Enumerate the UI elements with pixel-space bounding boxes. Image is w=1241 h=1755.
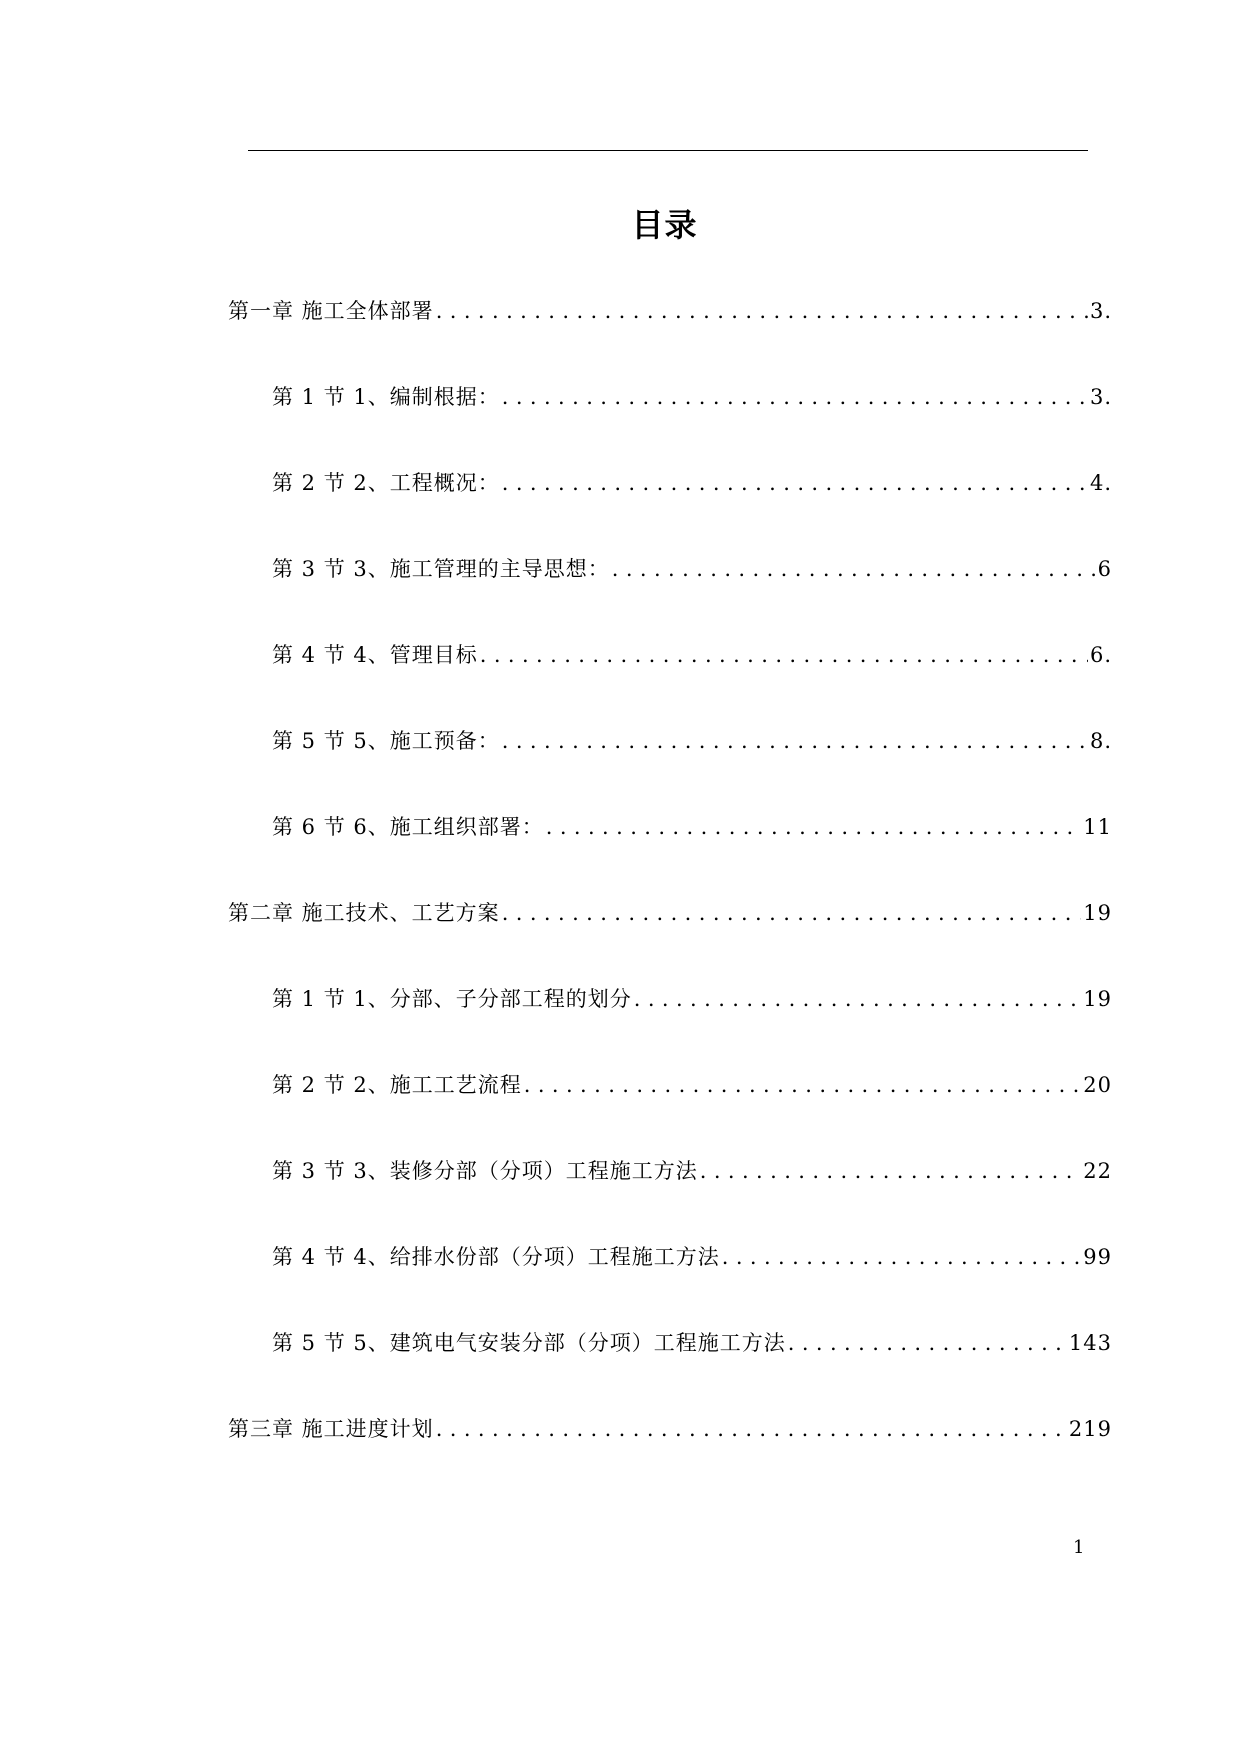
toc-entry-label: 第 6 节 6、施工组织部署： [272, 815, 544, 839]
toc-entry-page: 3. [1089, 385, 1112, 409]
toc-entry-section-1-5[interactable] [272, 725, 1112, 755]
toc-entry-page: 219 [1068, 1417, 1112, 1441]
toc-entry-page: 143 [1068, 1331, 1112, 1355]
toc-leader-dots [612, 557, 1096, 581]
toc-entry-label: 第三章 施工进度计划 [228, 1417, 434, 1441]
toc-leader-dots [546, 815, 1082, 839]
toc-entry-label: 第二章 施工技术、工艺方案 [228, 901, 500, 925]
toc-leader-dots [502, 729, 1088, 753]
toc-entry-label: 第 5 节 5、建筑电气安装分部（分项）工程施工方法 [272, 1331, 786, 1355]
toc-entry-page: 22 [1083, 1159, 1112, 1183]
toc-entry-section-2-4[interactable] [272, 1241, 1112, 1271]
toc-entry-label: 第 1 节 1、编制根据： [272, 385, 500, 409]
toc-entry-chapter-2[interactable] [228, 897, 1112, 927]
toc-entry-section-2-3[interactable] [272, 1155, 1112, 1185]
toc-entry-section-1-1[interactable] [272, 381, 1112, 411]
toc-leader-dots [480, 643, 1088, 667]
toc-entry-label: 第 1 节 1、分部、子分部工程的划分 [272, 987, 632, 1011]
toc-leader-dots [502, 471, 1088, 495]
toc-leader-dots [436, 1417, 1067, 1441]
toc-entry-label: 第 4 节 4、给排水份部（分项）工程施工方法 [272, 1245, 720, 1269]
toc-entry-page: 19 [1083, 987, 1112, 1011]
toc-entry-page: 3. [1089, 299, 1112, 323]
toc-entry-label: 第 3 节 3、施工管理的主导思想： [272, 557, 610, 581]
page-number: 1 [1073, 1537, 1085, 1558]
toc-entry-page: 20 [1083, 1073, 1112, 1097]
toc-entry-section-1-2[interactable] [272, 467, 1112, 497]
toc-entry-label: 第 2 节 2、施工工艺流程 [272, 1073, 522, 1097]
toc-entry-label: 第 3 节 3、装修分部（分项）工程施工方法 [272, 1159, 698, 1183]
toc-leader-dots [436, 299, 1088, 323]
toc-entry-section-1-4[interactable] [272, 639, 1112, 669]
toc-entry-label: 第 2 节 2、工程概况： [272, 471, 500, 495]
header-rule [248, 150, 1088, 151]
toc-entry-section-2-5[interactable] [272, 1327, 1112, 1357]
toc-title: 目录 [631, 206, 698, 244]
toc-leader-dots [634, 987, 1082, 1011]
toc-entry-page: 11 [1083, 815, 1112, 839]
toc-entry-page: 99 [1083, 1245, 1112, 1269]
toc-entry-label: 第一章 施工全体部署 [228, 299, 434, 323]
toc-entry-section-2-1[interactable] [272, 983, 1112, 1013]
toc-entry-page: 6 [1097, 557, 1112, 581]
toc-leader-dots [524, 1073, 1082, 1097]
toc-entry-page: 19 [1083, 901, 1112, 925]
toc-entry-section-1-3[interactable] [272, 553, 1112, 583]
toc-leader-dots [700, 1159, 1082, 1183]
toc-entry-page: 8. [1089, 729, 1112, 753]
toc-entry-label: 第 4 节 4、管理目标 [272, 643, 478, 667]
toc-entry-chapter-1[interactable] [228, 295, 1112, 325]
toc-entry-section-2-2[interactable] [272, 1069, 1112, 1099]
toc-entry-chapter-3[interactable] [228, 1413, 1112, 1443]
toc-leader-dots [502, 385, 1088, 409]
toc-entry-page: 4. [1089, 471, 1112, 495]
toc-entry-section-1-6[interactable] [272, 811, 1112, 841]
toc-leader-dots [722, 1245, 1082, 1269]
toc-entry-label: 第 5 节 5、施工预备： [272, 729, 500, 753]
toc-entry-page: 6. [1089, 643, 1112, 667]
toc-leader-dots [502, 901, 1082, 925]
toc-leader-dots [788, 1331, 1067, 1355]
